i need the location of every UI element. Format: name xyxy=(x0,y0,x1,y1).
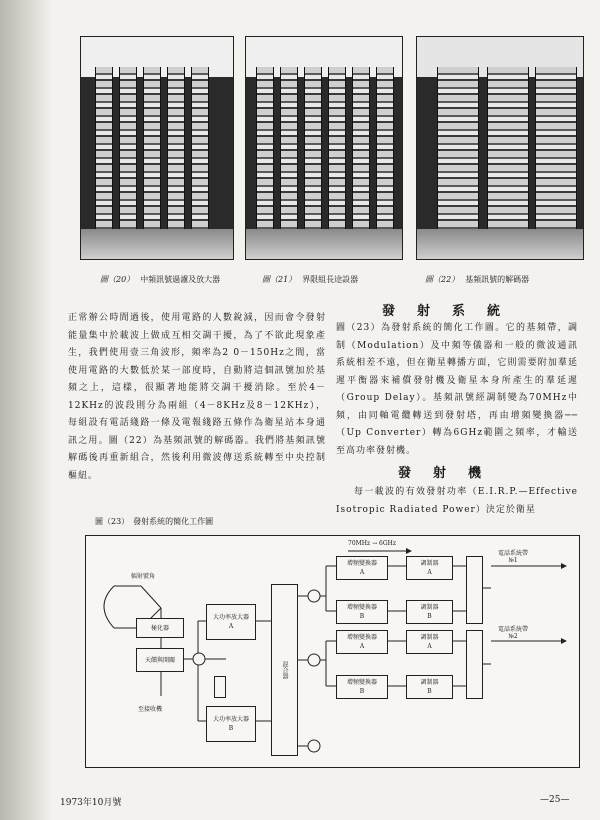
binding-gutter xyxy=(0,0,52,820)
right-column-text-1: 圖（23）為發射系統的簡化工作圖。它的基頻帶，調制（Modulation）及中頻等儀器和一般的微波通訊系統相差不遠，但在衛星轉播方面，它則需要附加羣延遲平衡器來補償發射機及衛星本身所產生的羣延遲（Group Delay）。基頻訊號經調制變為70MHz中頻，由同軸電纜轉送到發射塔，再由增頻變換器──（Up Converter）轉為6GHz範圍之頻率，才輸送至高功率發射機。 xyxy=(336,323,578,456)
photo-caption-20: 圖（20） 中頻訊號過濾及放大器 xyxy=(100,275,221,284)
polarizer-box: 極化器 xyxy=(136,618,184,638)
page-number: —25— xyxy=(540,795,570,805)
hpa-b-box: 大功率放大器 B xyxy=(206,706,256,742)
combiner-box: 混合器 xyxy=(271,584,298,756)
block-diagram xyxy=(85,535,580,768)
switch-1 xyxy=(466,556,483,624)
output-1-label: 電話系統帶 №1 xyxy=(498,550,529,564)
modulator-2: 調制器 B xyxy=(406,600,453,624)
hpa-a-box: 大功率放大器 A xyxy=(206,604,256,640)
figure-caption: 圖（23） 發射系統的簡化工作圖 xyxy=(95,517,214,526)
photo-if-amplifier xyxy=(80,36,234,260)
frequency-label: 70MHz → 6GHz xyxy=(348,540,397,547)
photo-baseband-decoder xyxy=(416,36,584,260)
issue-date: 1973年10月號 xyxy=(60,798,122,808)
heading-transmission-system: 發射系統 xyxy=(382,304,523,319)
photo-caption-21: 圖（21） 界限組長途設器 xyxy=(262,275,359,284)
dummy-load-box xyxy=(214,676,226,698)
right-column-text-2: 每一載波的有效發射功率（E.I.R.P.—Effective Isotropic Radiated Power）決定於衛星 xyxy=(336,487,578,515)
upconverter-4: 增頻變換器 B xyxy=(336,675,388,699)
modulator-1: 調制器 A xyxy=(406,556,453,580)
upconverter-2: 增頻變換器 B xyxy=(336,600,388,624)
duplexer-box: 天饋與開關 xyxy=(136,648,184,672)
modulator-4: 調制器 B xyxy=(406,675,453,699)
photo-caption-22: 圖（22） 基頻訊號的解碼器 xyxy=(425,275,530,284)
photo-trunk-equipment xyxy=(245,36,403,260)
modulator-3: 調制器 A xyxy=(406,630,453,654)
antenna-label: 輻射號角 xyxy=(131,573,156,580)
receiver-label: 至接收機 xyxy=(138,706,163,713)
left-column-text: 正常辦公時間過後，使用電路的人數銳減，因而會令發射能量集中於載波上做成互相交調干擾，為了不欲此現象產生，我們使用壹三角波形，頻率為2 0－150Hz之間，當使用電路的大數低於某一部度時，自動將這個訊號加於基頻之上，這樣，很顯著地能將交調干擾消除。至於4－12KHz的波段則分為兩組（4－8KHz及8－12KHz），每組設有電話綫路一條及電報綫路五條作為衛星站本身通訊之用。圖（22）為基頻訊號的解碼器。我們將基頻訊號解碼後再重新組合，然後利用微波傳送系統轉至中央控制樞紐。 xyxy=(68,313,326,481)
upconverter-1: 增頻變換器 A xyxy=(336,556,388,580)
heading-transmitter: 發射機 xyxy=(398,466,504,481)
output-2-label: 電話系統帶 №2 xyxy=(498,626,529,640)
switch-2 xyxy=(466,630,483,699)
upconverter-3: 增頻變換器 A xyxy=(336,630,388,654)
